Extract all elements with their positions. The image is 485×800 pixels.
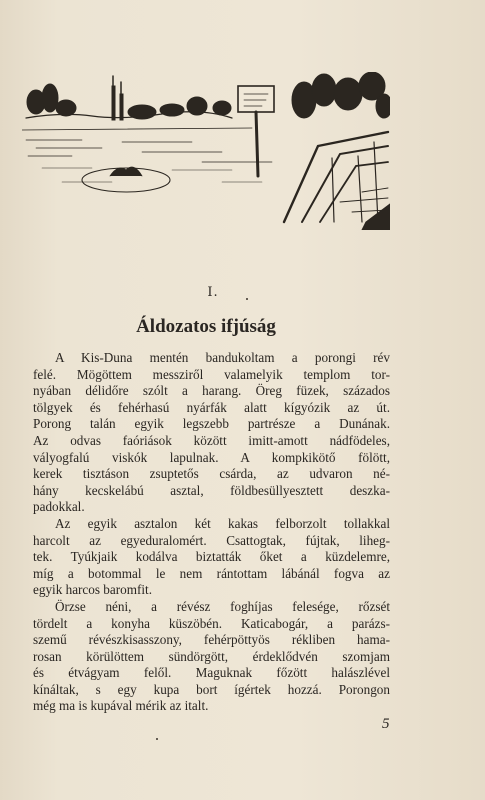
text-line: kerek tisztáson zsuptetős csárda, az udvaron né-: [33, 466, 390, 482]
text-line: szemű révészkisasszony, fehérpöttyös rékliben hama-: [33, 632, 390, 648]
paragraph-1: [33, 350, 390, 516]
text-line: padokkal.: [33, 499, 85, 515]
text-line: rosan körülöttem sündörgött, érdeklődvén szomjam: [33, 648, 390, 664]
text-line: még ma is kupával mérik az italt.: [33, 698, 209, 714]
text-line: míg a botommal le nem rántottam lábánál fogva az: [33, 565, 390, 581]
chapter-title: Áldozatos ifjúság: [136, 316, 276, 337]
page-number: 5: [382, 716, 390, 732]
river-landscape-illustration: [22, 72, 390, 230]
text-line: Az egyik asztalon két kakas felborzolt tollakkal: [55, 515, 390, 531]
text-line: tek. Tyúkjaik kodálva biztatták őket a küzdelemre,: [33, 549, 390, 565]
chapter-body: [33, 350, 390, 715]
text-line: tördelt a konyha küszöbén. Katicabogár, a parázs-: [33, 615, 390, 631]
text-line: nyában délidőre szólt a harang. Öreg füzek, százados: [33, 383, 390, 399]
ink-speck: [246, 298, 248, 300]
text-line: vályogfalú viskók lapulnak. A kompkikötő fölött,: [33, 449, 390, 465]
ink-speck: [156, 738, 158, 740]
text-line: Porong talán egyik legszebb partrésze a Dunának.: [33, 416, 390, 432]
text-line: egyik harcos baromfit.: [33, 582, 153, 598]
paragraph-2: [33, 516, 390, 599]
chapter-number: I.: [207, 285, 219, 300]
text-line: felé. Mögöttem messziről valamelyik templom tor-: [33, 366, 390, 382]
text-line: és étvágyam felől. Maguknak főzött halászlével: [33, 665, 390, 681]
text-line: A Kis-Duna mentén bandukoltam a porongi rév: [55, 350, 390, 365]
text-line: harcolt az egyeduralomért. Csattogtak, fújtak, liheg-: [33, 532, 390, 548]
text-line: Örzse néni, a révész foghíjas felesége, rőzsét: [55, 598, 390, 614]
paragraph-3: [33, 599, 390, 715]
text-line: kínáltak, s egy kupa bort ígértek hozzá. Porongon: [33, 681, 390, 697]
text-line: tölgyek és fehérhasú nyárfák alatt kígyózik az út.: [33, 399, 390, 415]
text-line: hány kecskelábú asztal, földbesüllyesztett deszka-: [33, 482, 390, 498]
text-line: Az odvas faóriások között imitt-amott nádfödeles,: [33, 432, 390, 448]
